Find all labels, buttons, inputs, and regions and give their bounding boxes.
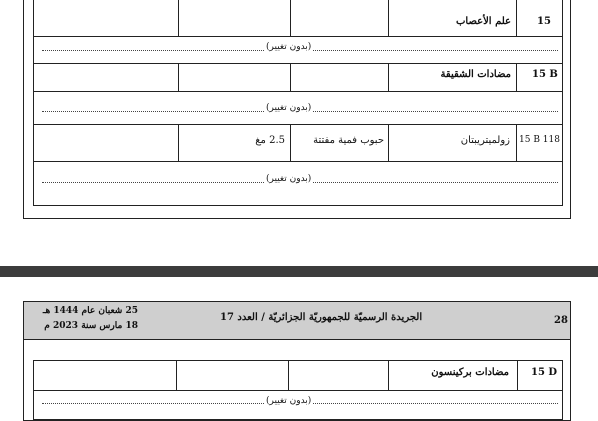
- next-row1-divider-a: [176, 360, 177, 390]
- next-row1-divider-b: [288, 360, 289, 390]
- row2-divider-a: [178, 63, 179, 91]
- next-row1-divider-c: [388, 360, 389, 390]
- divider: [33, 36, 563, 37]
- row1-divider-c: [388, 0, 389, 36]
- row3-divider-b: [290, 124, 291, 161]
- row1-category-name: علم الأعصاب: [456, 16, 511, 27]
- page-number: 28: [554, 315, 568, 326]
- row2-divider-b: [290, 63, 291, 91]
- divider: [33, 63, 563, 64]
- row1-code: 15: [537, 16, 551, 27]
- next-row1-code: 15 D: [531, 367, 558, 378]
- row3-code: 15 B 118: [519, 135, 560, 145]
- no-change-note: (بدون تغيير): [266, 174, 312, 184]
- row1-divider-a: [178, 0, 179, 36]
- next-row1-divider-d: [517, 360, 518, 390]
- no-change-note: (بدون تغيير): [266, 103, 312, 113]
- row1-divider-b: [290, 0, 291, 36]
- row3-dose: 2.5 مغ: [255, 135, 285, 146]
- row3-divider-c: [388, 124, 389, 161]
- row3-drug-name: زولميتريبتان: [460, 135, 510, 146]
- row3-dosage-form: حبوب فمية مفتتة: [313, 135, 384, 146]
- divider: [33, 161, 563, 162]
- divider: [33, 390, 563, 391]
- page-header: [24, 302, 570, 340]
- row2-divider-d: [516, 63, 517, 91]
- page-gap-bar: [0, 266, 598, 277]
- row1-divider-d: [516, 0, 517, 36]
- row2-divider-c: [388, 63, 389, 91]
- row2-category-name: مضادات الشقيقة: [440, 69, 511, 80]
- date-gregorian: 18 مارس سنة 2023 م: [44, 321, 138, 331]
- next-row1-category-name: مضادات بركينسون: [431, 367, 509, 378]
- no-change-note: (بدون تغيير): [266, 42, 312, 52]
- row2-code: 15 B: [532, 69, 558, 80]
- row3-divider-a: [178, 124, 179, 161]
- date-hijri: 25 شعبان عام 1444 هـ: [42, 306, 138, 316]
- no-change-note: (بدون تغيير): [266, 396, 312, 406]
- journal-title: الجريدة الرسميّة للجمهوريّة الجزائريّة / العدد 17: [220, 312, 423, 323]
- divider: [33, 91, 563, 92]
- row3-divider-d: [516, 124, 517, 161]
- divider: [33, 124, 563, 125]
